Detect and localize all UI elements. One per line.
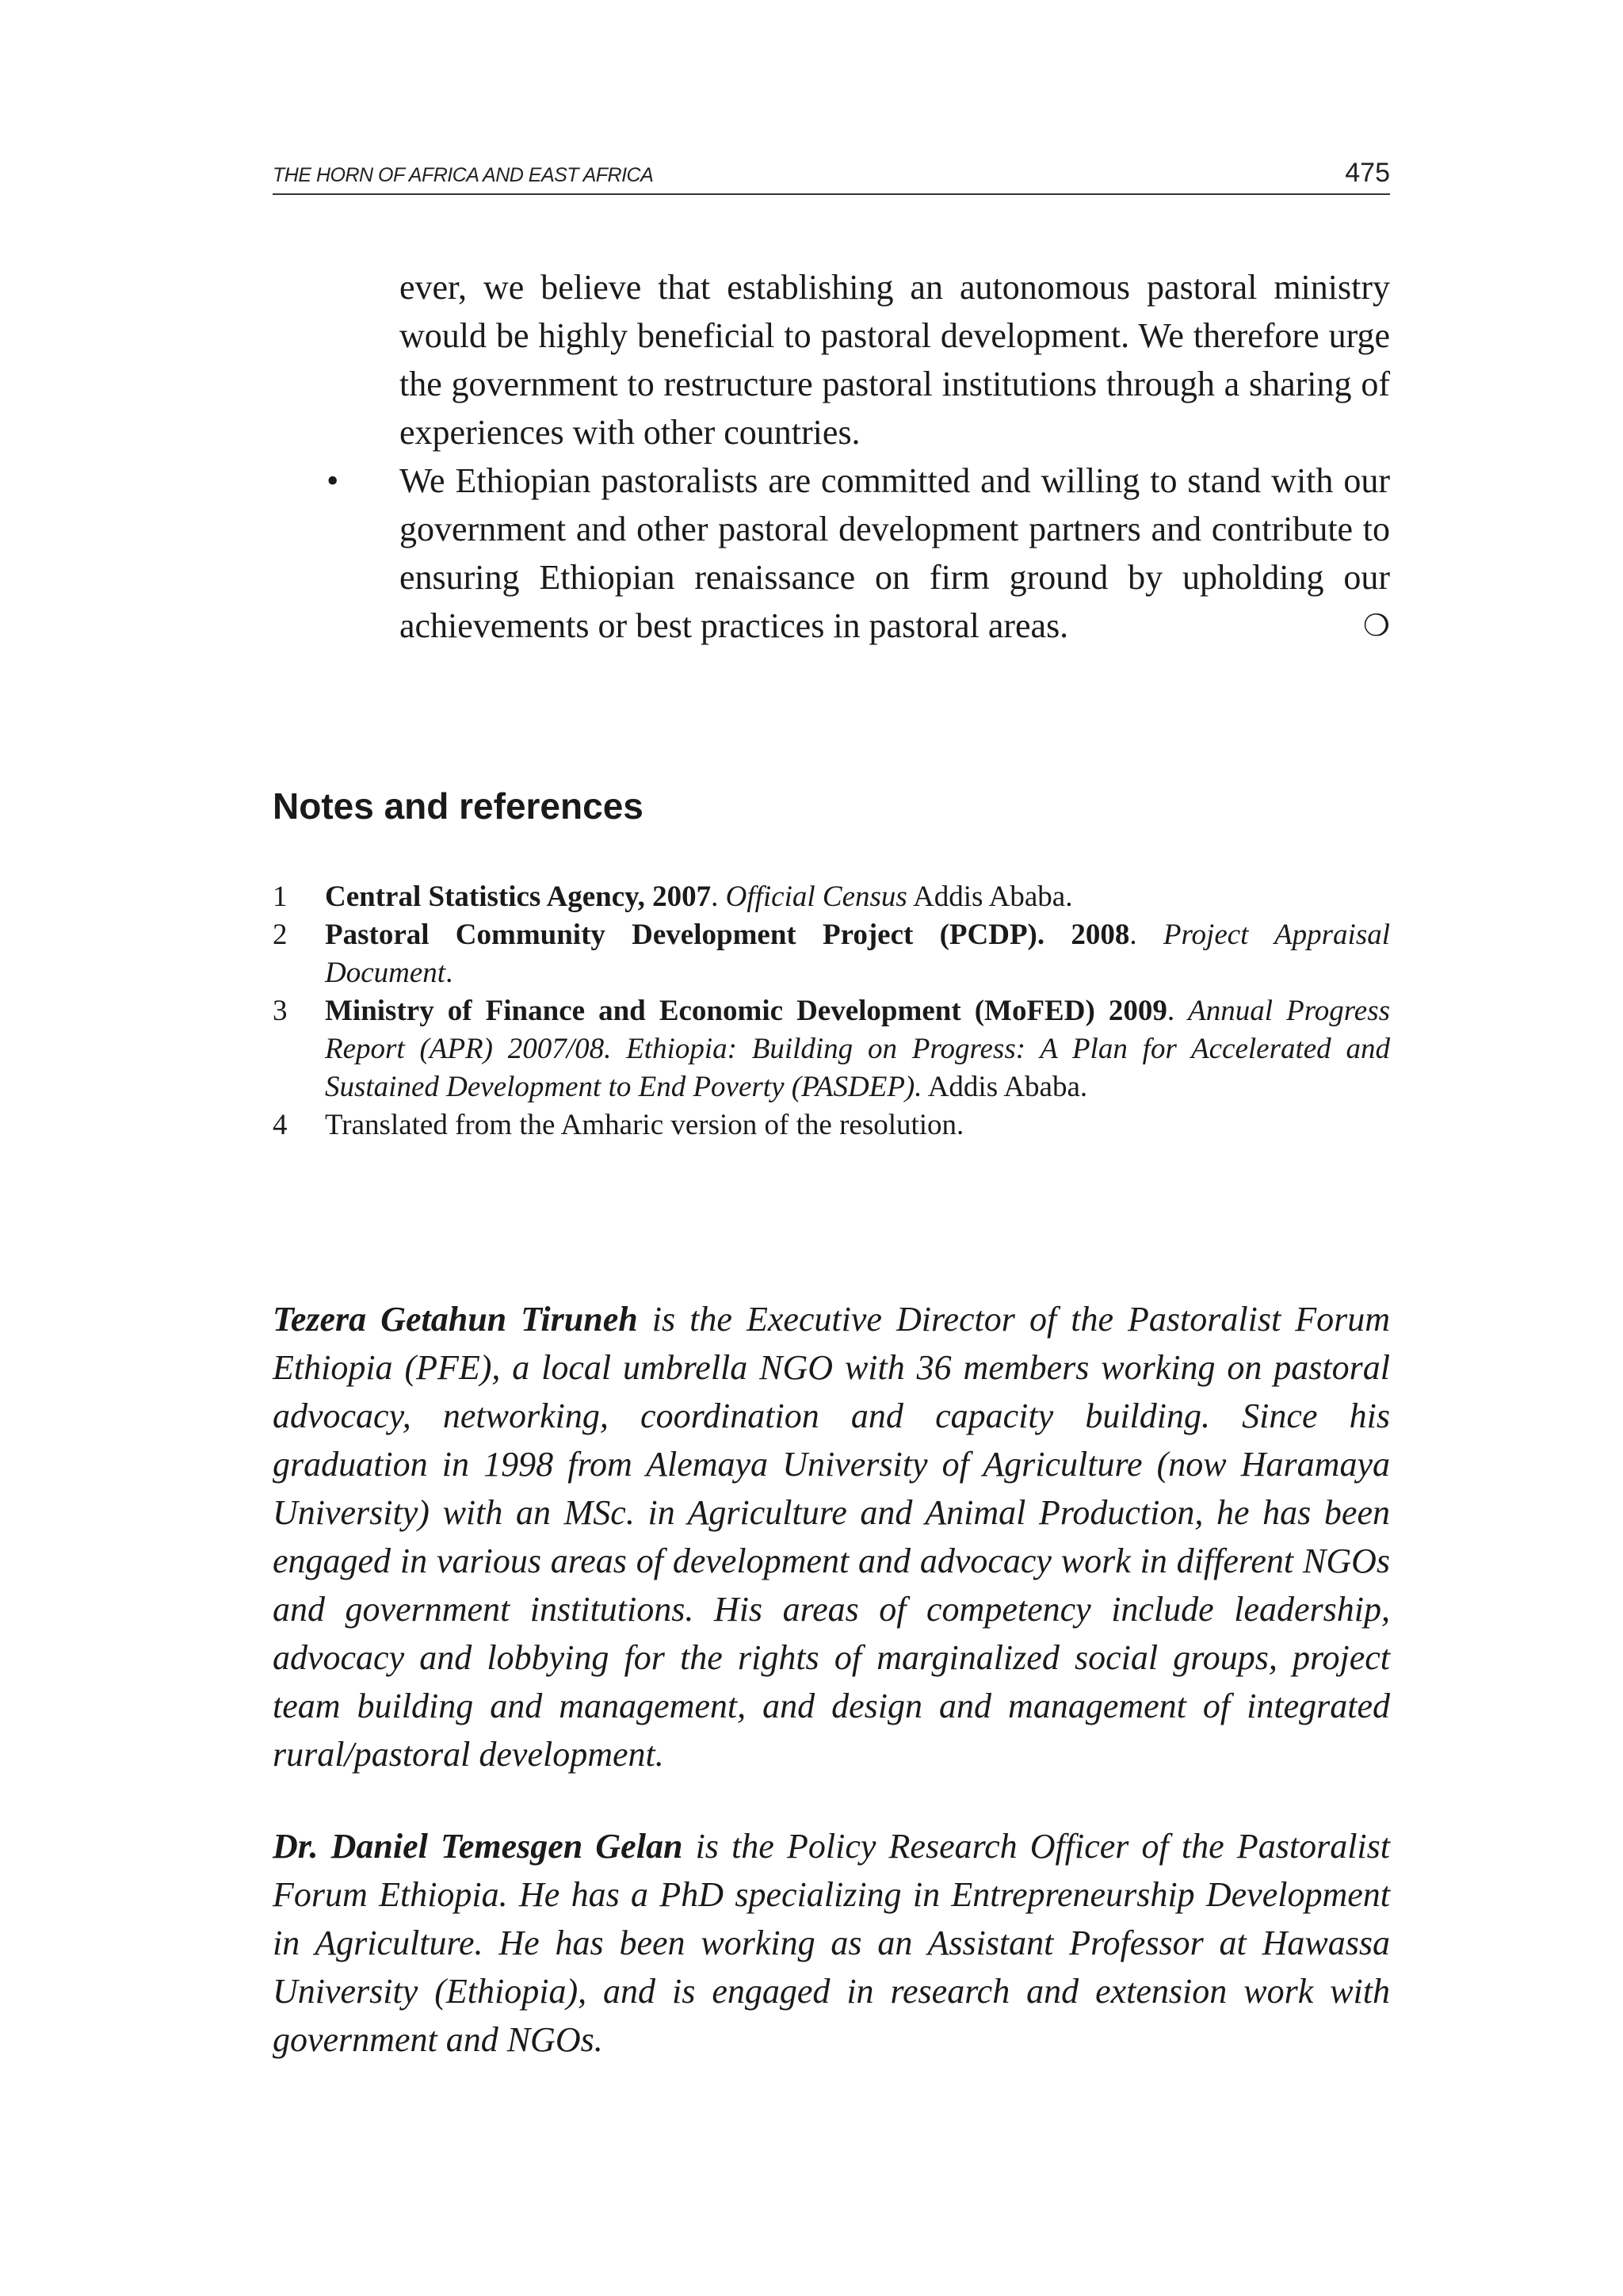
bullet-list-continuation (327, 263, 1390, 650)
bullet-text-content: We Ethiopian pastoralists are committed and willing to stand with our government and other pastoral development partners and contribute to ensuring Ethiopian renaissance on firm ground by upholding our achievements or best practices in pastoral areas. (399, 461, 1390, 645)
author-bio-text: is the Executive Director of the Pastoralist Forum Ethiopia (PFE), a local umbrella NGO with 36 members working on pastoral advocacy, networking, coordination and capacity building. Since his graduation in 1998 from Alemaya University of Agriculture (now Haramaya University) with an MSc. in Agriculture and Animal Production, he has been engaged in various areas of development and advocacy work in different NGOs and government institutions. His areas of competency include leadership, advocacy and lobbying for the rights of marginalized social groups, project team building and management, and design and management of integrated rural/pastoral development. (273, 1300, 1390, 1774)
author-bio (273, 1822, 1390, 2064)
running-header (273, 155, 1390, 195)
note-number: 2 (273, 919, 288, 951)
note-title: Project Appraisal Document (325, 919, 1391, 989)
note-separator: . (711, 881, 726, 913)
note-title: Annual Progress Report (APR) 2007/08. Ethiopia: Building on Progress: A Plan for Accelerated and Sustained Development to End Poverty (PASDEP). (325, 995, 1390, 1103)
running-title: THE HORN OF AFRICA AND EAST AFRICA (273, 164, 654, 186)
bullet-item (327, 457, 1390, 650)
note-tail: Addis Ababa. (907, 881, 1073, 913)
note-author: Central Statistics Agency, 2007 (325, 881, 712, 913)
note-text: Translated from the Amharic version of the resolution. (325, 1109, 964, 1141)
note-number: 1 (273, 881, 288, 913)
author-name: Tezera Getahun Tiruneh (273, 1300, 638, 1339)
notes-list (273, 878, 1390, 1144)
note-item (273, 878, 1390, 916)
end-of-article-icon: ❍ (1362, 608, 1390, 643)
notes-heading: Notes and references (273, 785, 643, 827)
note-title: Official Census (725, 881, 907, 913)
note-separator: . (1167, 995, 1189, 1027)
page-number: 475 (1345, 158, 1390, 188)
continuation-paragraph: ever, we believe that establishing an autonomous pastoral ministry would be highly beneficial to pastoral development. We therefore urge the government to restructure pastoral institutions through a sharing of experiences with other countries. (399, 268, 1390, 452)
note-separator: . (1129, 919, 1163, 951)
note-tail: . (445, 957, 453, 989)
note-item (273, 992, 1390, 1106)
note-number: 4 (273, 1109, 288, 1141)
note-author: Pastoral Community Development Project (PCDP). 2008 (325, 919, 1130, 951)
note-item (273, 1106, 1390, 1144)
note-tail: Addis Ababa. (922, 1071, 1088, 1103)
note-item (273, 916, 1390, 992)
author-bio (273, 1295, 1390, 1778)
author-name: Dr. Daniel Temesgen Gelan (273, 1827, 683, 1866)
note-author: Ministry of Finance and Economic Development (MoFED) 2009 (325, 995, 1167, 1027)
bullet-text (399, 457, 1390, 650)
bullet-dot-icon: • (327, 461, 339, 500)
author-bio-text: is the Policy Research Officer of the Pastoralist Forum Ethiopia. He has a PhD specializing in Entrepreneurship Development in Agriculture. He has been working as an Assistant Professor at Hawassa University (Ethiopia), and is engaged in research and extension work with government and NGOs. (273, 1827, 1390, 2059)
note-number: 3 (273, 995, 288, 1027)
